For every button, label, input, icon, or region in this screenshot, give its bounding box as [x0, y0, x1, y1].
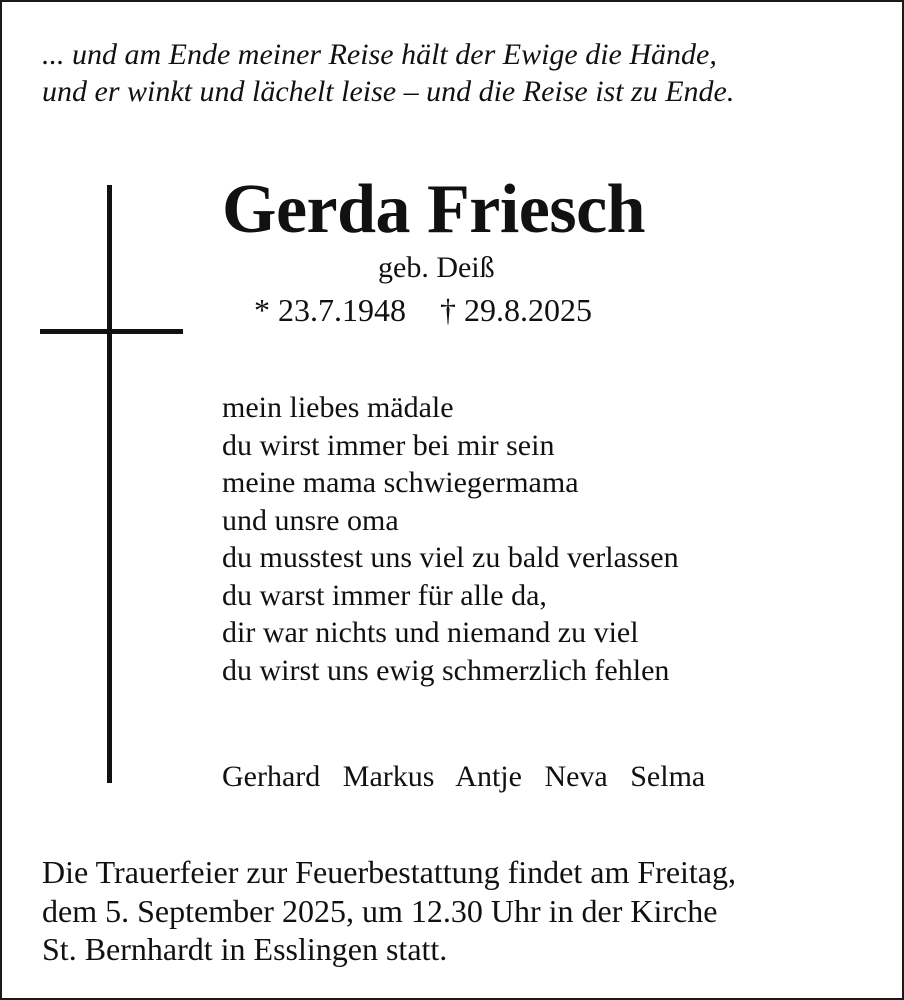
poem-line: du wirst immer bei mir sein	[222, 428, 555, 462]
birth-date: * 23.7.1948	[254, 292, 406, 328]
poem-line: du musstest uns viel zu bald verlassen	[222, 541, 679, 574]
deceased-name: Gerda Friesch	[222, 171, 646, 248]
mourner-name: Selma	[630, 760, 706, 793]
birth-name: geb. Deiß	[378, 251, 495, 284]
poem-line: und unsre oma	[222, 503, 399, 537]
mourner-names	[222, 758, 720, 795]
notice-line: Die Trauerfeier zur Feuerbestattung findet am Freitag,	[42, 854, 736, 890]
mourner-name: Markus	[342, 760, 435, 793]
funeral-service-notice	[42, 853, 872, 969]
motto-line: ... und am Ende meiner Reise hält der Ewige die Hände,	[42, 38, 717, 71]
notice-line: St. Bernhardt in Esslingen statt.	[42, 931, 448, 967]
poem-line: dir war nichts und niemand zu viel	[222, 616, 639, 649]
mourner-name: Gerhard	[222, 760, 321, 793]
farewell-poem	[222, 389, 679, 689]
cross-vertical-bar	[107, 185, 112, 783]
notice-line: dem 5. September 2025, um 12.30 Uhr in der Kirche	[42, 892, 718, 929]
death-date: † 29.8.2025	[440, 292, 592, 328]
motto-line: und er winkt und lächelt leise – und die Reise ist zu Ende.	[42, 75, 735, 108]
life-dates	[254, 290, 592, 330]
cross-horizontal-bar	[40, 329, 183, 334]
poem-line: du warst immer für alle da,	[222, 578, 547, 612]
mourner-name: Antje	[455, 760, 522, 793]
poem-line: mein liebes mädale	[222, 391, 454, 424]
poem-line: meine mama schwiegermama	[222, 466, 579, 499]
mourner-name: Neva	[544, 760, 608, 793]
poem-line: du wirst uns ewig schmerzlich fehlen	[222, 653, 670, 687]
motto-verse	[42, 36, 872, 110]
